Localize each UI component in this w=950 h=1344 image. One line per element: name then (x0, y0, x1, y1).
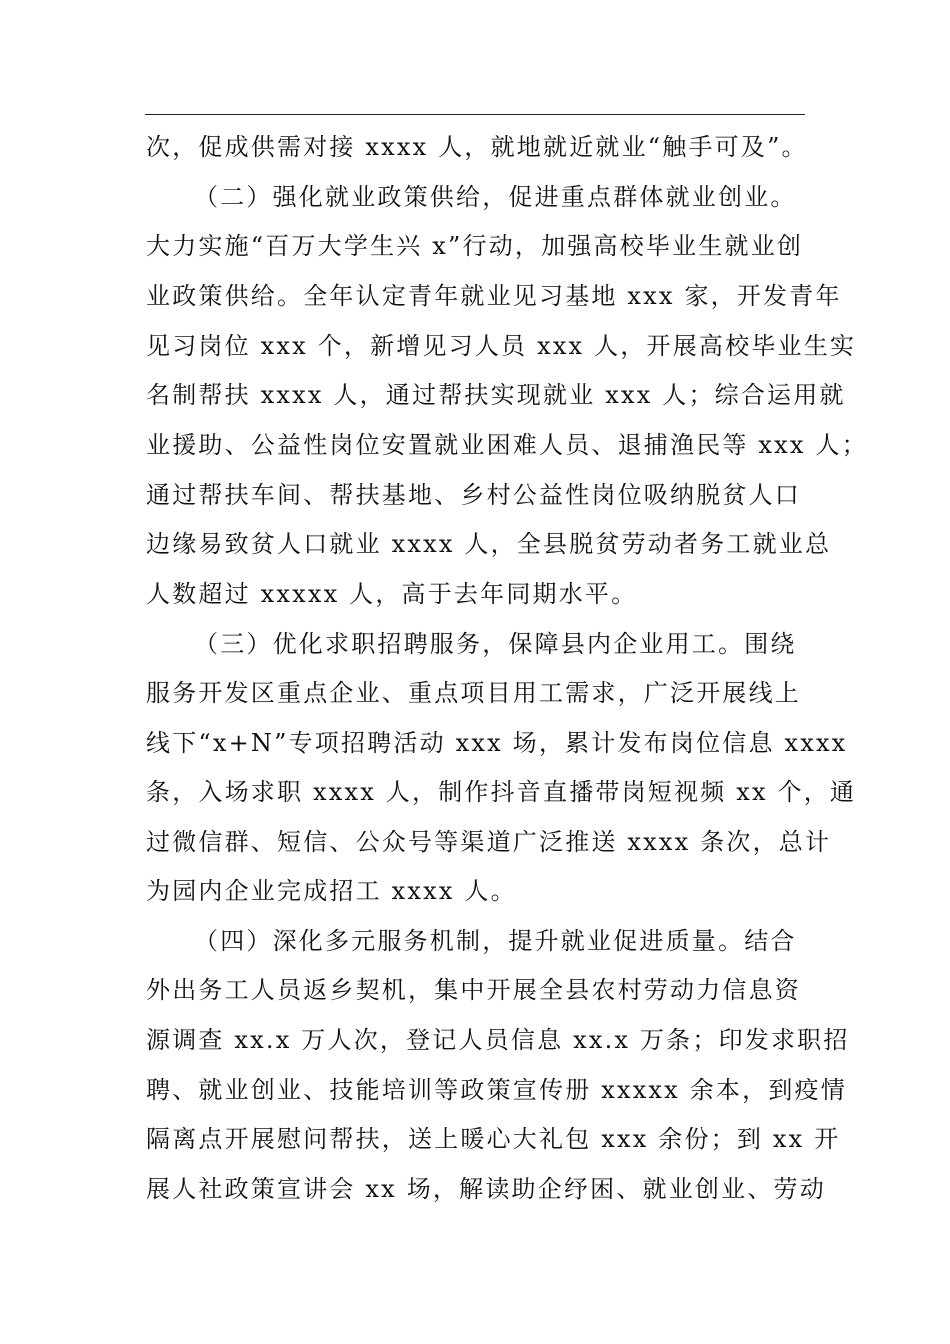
text-line: 为园内企业完成招工 xxxx 人。 (146, 877, 517, 905)
text-line: 边缘易致贫人口就业 xxxx 人，全县脱贫劳动者务工就业总 (146, 530, 832, 558)
text-line: 通过帮扶车间、帮扶基地、乡村公益性岗位吸纳脱贫人口 (146, 481, 801, 509)
text-line: 源调查 xx.x 万人次，登记人员信息 xx.x 万条；印发求职招 (146, 1026, 850, 1054)
section-heading: （四）深化多元服务机制，提升就业促进质量。结合 (194, 927, 797, 955)
text-line: 人数超过 xxxxx 人，高于去年同期水平。 (146, 580, 638, 608)
text-line: 次，促成供需对接 xxxx 人，就地就近就业“触手可及”。 (146, 133, 808, 161)
text-line: 过微信群、短信、公众号等渠道广泛推送 xxxx 条次，总计 (146, 828, 832, 856)
section-heading: （三）优化求职招聘服务，保障县内企业用工。围绕 (194, 630, 797, 658)
text-line: 大力实施“百万大学生兴 x”行动，加强高校毕业生就业创 (146, 232, 804, 260)
text-line: 外出务工人员返乡契机，集中开展全县农村劳动力信息资 (146, 976, 801, 1004)
section-heading: （二）强化就业政策供给，促进重点群体就业创业。 (194, 183, 797, 211)
text-line: 业政策供给。全年认定青年就业见习基地 xxx 家，开发青年 (146, 282, 842, 310)
text-line: 见习岗位 xxx 个，新增见习人员 xxx 人，开展高校毕业生实 (146, 332, 857, 360)
text-line: 展人社政策宣讲会 xx 场，解读助企纾困、就业创业、劳动 (146, 1175, 826, 1203)
text-line: 条，入场求职 xxxx 人，制作抖音直播带岗短视频 xx 个，通 (146, 778, 857, 806)
text-line: 隔离点开展慰问帮扶，送上暖心大礼包 xxx 余份；到 xx 开 (146, 1125, 841, 1153)
text-line: 服务开发区重点企业、重点项目用工需求，广泛开展线上 (146, 679, 801, 707)
text-line: 名制帮扶 xxxx 人，通过帮扶实现就业 xxx 人；综合运用就 (146, 381, 846, 409)
text-line: 业援助、公益性岗位安置就业困难人员、退捕渔民等 xxx 人； (146, 431, 868, 459)
header-rule (145, 114, 805, 115)
text-line: 聘、就业创业、技能培训等政策宣传册 xxxxx 余本，到疫情 (146, 1076, 847, 1104)
text-line: 线下“x+N”专项招聘活动 xxx 场，累计发布岗位信息 xxxx (146, 729, 848, 757)
